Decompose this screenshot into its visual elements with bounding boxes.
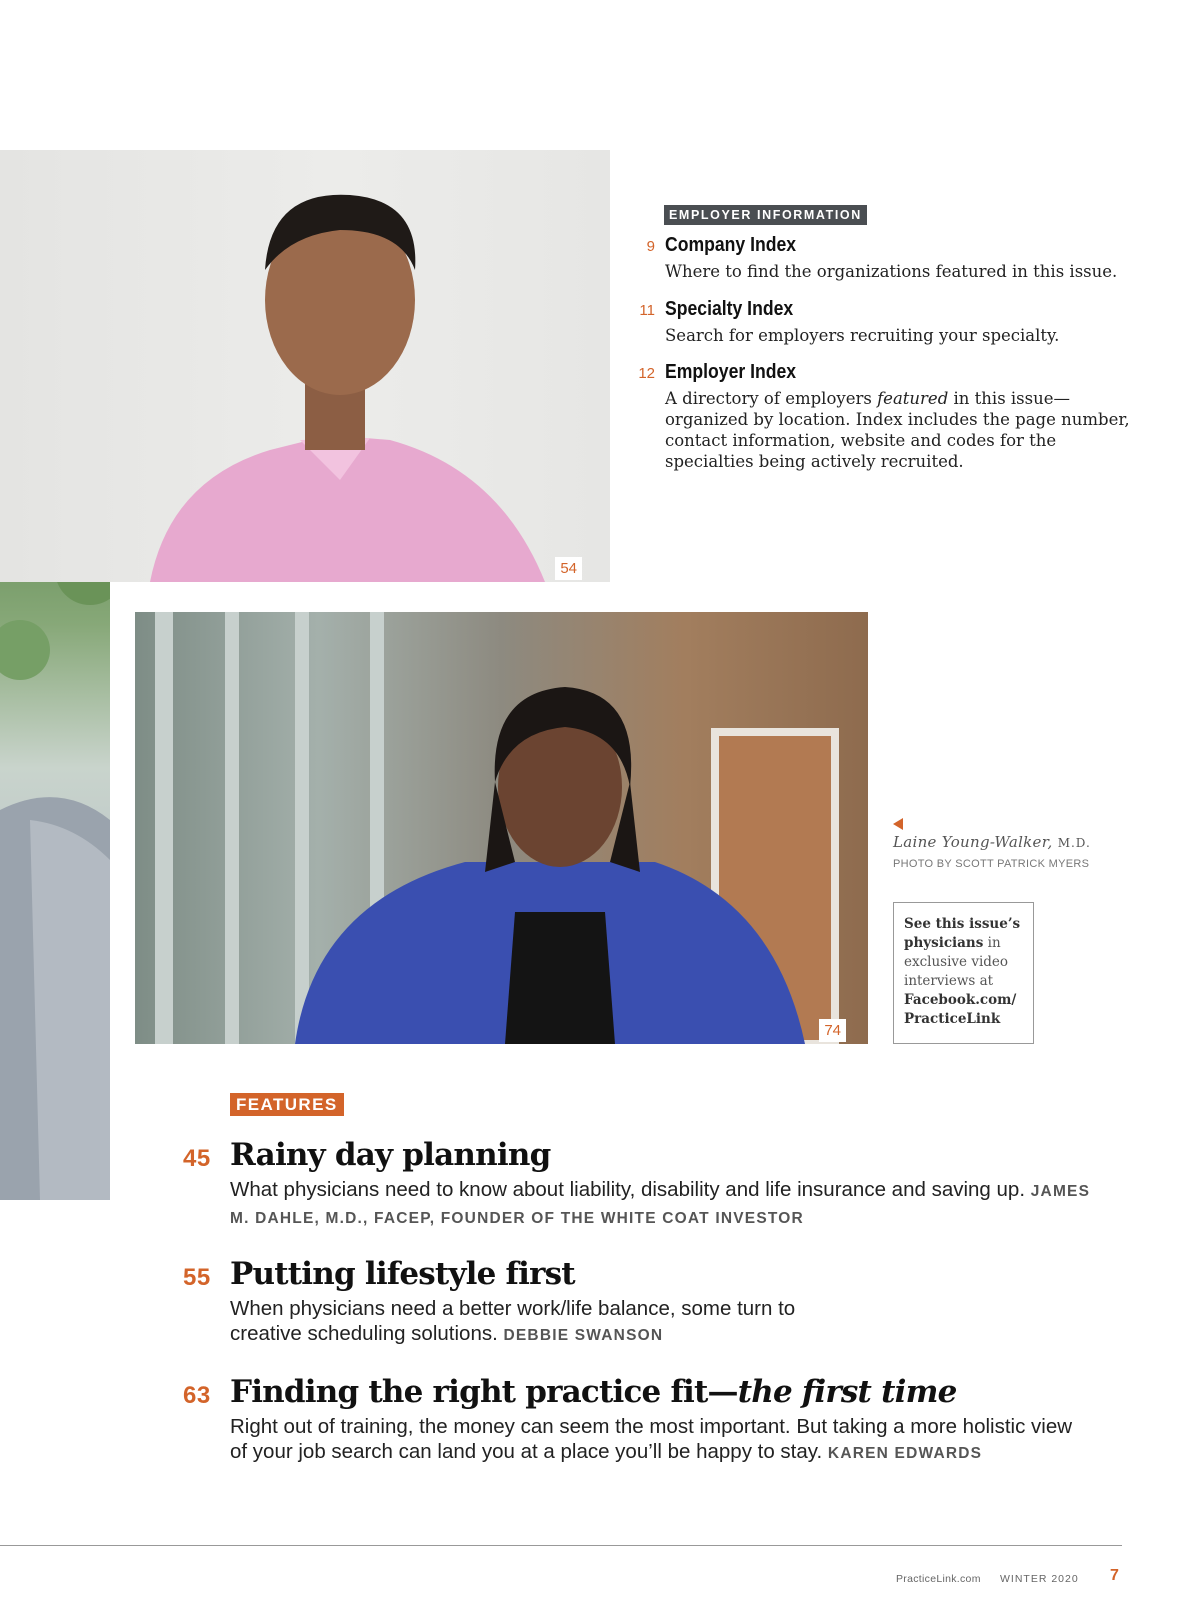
features-label: FEATURES xyxy=(230,1093,344,1116)
feature-page-number: 55 xyxy=(183,1264,211,1291)
index-title: Employer Index xyxy=(665,361,797,383)
index-title: Specialty Index xyxy=(665,298,794,320)
photo-woman-blue-jacket xyxy=(135,612,868,1044)
facebook-link[interactable]: Facebook.com/ PracticeLink xyxy=(904,992,1017,1027)
feature-title: Rainy day planning xyxy=(230,1137,551,1173)
photo-credit: PHOTO BY SCOTT PATRICK MYERS xyxy=(893,858,1090,870)
feature-description: What physicians need to know about liability, disability and life insurance and saving up. JAMES M. DAHLE, M.D., FACEP, FOUNDER OF THE WHITE COAT INVESTOR xyxy=(230,1178,1091,1227)
index-description: A directory of employers featured in this issue—organized by location. Index includes the page number, contact information, website and codes for the specialties being actively recruited. xyxy=(665,389,1130,471)
feature-title: Finding the right practice fit—the first time xyxy=(230,1374,957,1410)
photo-page-number: 54 xyxy=(555,557,582,580)
footer-page-number: 7 xyxy=(1110,1567,1119,1584)
photo-man-pink-shirt xyxy=(0,150,610,582)
caption-arrow-icon xyxy=(893,818,903,830)
employer-information-label: EMPLOYER INFORMATION xyxy=(664,205,867,225)
video-interviews-box[interactable]: See this issue’s physicians in exclusive video interviews at Facebook.com/ PracticeLink xyxy=(893,902,1034,1044)
feature-page-number: 45 xyxy=(183,1145,211,1172)
index-description: Search for employers recruiting your specialty. xyxy=(665,326,1060,345)
feature-author: DEBBIE SWANSON xyxy=(503,1327,664,1344)
feature-title-emphasis: the first time xyxy=(737,1374,957,1410)
footer-issue: WINTER 2020 xyxy=(1000,1573,1079,1585)
feature-description: Right out of training, the money can seem the most important. But taking a more holistic view of your job search can land you at a place you’ll be happy to stay. KAREN EDWARDS xyxy=(230,1415,1073,1463)
footer-rule xyxy=(0,1545,1122,1546)
caption-person-name: Laine Young-Walker, M.D. xyxy=(893,833,1091,851)
index-page-number: 11 xyxy=(639,302,655,319)
feature-page-number: 63 xyxy=(183,1382,211,1409)
caption-credential: M.D. xyxy=(1057,836,1091,850)
photo-left-man-in-suit xyxy=(0,480,110,1200)
index-page-number: 12 xyxy=(638,365,655,382)
index-title: Company Index xyxy=(665,234,797,256)
feature-title: Putting lifestyle first xyxy=(230,1256,575,1292)
index-description: Where to find the organizations featured in this issue. xyxy=(665,262,1118,281)
feature-author: KAREN EDWARDS xyxy=(827,1445,983,1462)
index-page-number: 9 xyxy=(646,238,655,255)
feature-description: When physicians need a better work/life balance, some turn to creative scheduling solutions. DEBBIE SWANSON xyxy=(230,1297,796,1345)
photo-page-number: 74 xyxy=(819,1019,846,1042)
feature-author: JAMES M. DAHLE, M.D., FACEP, FOUNDER OF THE WHITE COAT INVESTOR xyxy=(230,1183,1091,1227)
footer-website[interactable]: PracticeLink.com xyxy=(896,1573,981,1585)
featured-emphasis: featured xyxy=(877,389,949,408)
